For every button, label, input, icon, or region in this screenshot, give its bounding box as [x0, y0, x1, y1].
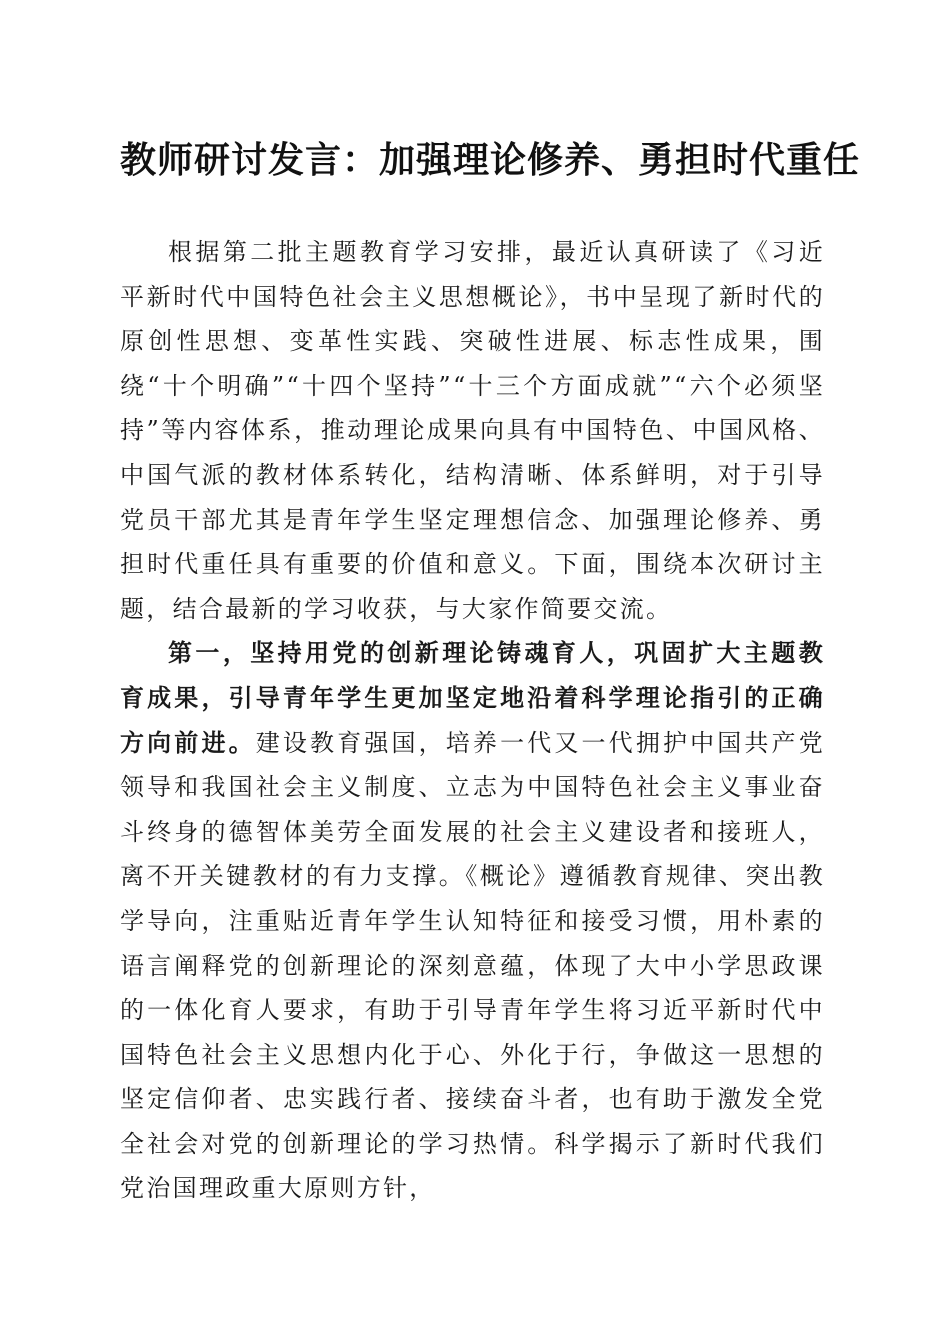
- paragraph-intro: [120, 230, 825, 631]
- paragraph-text: 建设教育强国，培养一代又一代拥护中国共产党领导和我国社会主义制度、立志为中国特色社会主义事业奋斗终身的德智体美劳全面发展的社会主义建设者和接班人，离不开关键教材的有力支撑。《概论》遵循教育规律、突出教学导向，注重贴近青年学生认知特征和接受习惯，用朴素的语言阐释党的创新理论的深刻意蕴，体现了大中小学思政课的一体化育人要求，有助于引导青年学生将习近平新时代中国特色社会主义思想内化于心、外化于行，争做这一思想的坚定信仰者、忠实践行者、接续奋斗者，也有助于激发全党全社会对党的创新理论的学习热情。科学揭示了新时代我们党治国理政重大原则方针，: [120, 728, 825, 1203]
- paragraph-point-one: [120, 631, 825, 1211]
- paragraph-lead-sentence: 第一，坚持用党的创新理论铸魂育人，巩固扩大主题教育成果，引导青年学生更加坚定地沿着科学理论指引的正确方向前进。: [120, 638, 825, 757]
- paragraph-text: 根据第二批主题教育学习安排，最近认真研读了《习近平新时代中国特色社会主义思想概论》，书中呈现了新时代的原创性思想、变革性实践、突破性进展、标志性成果，围绕“十个明确”“十四个坚持”“十三个方面成就”“六个必须坚持”等内容体系，推动理论成果向具有中国特色、中国风格、中国气派的教材体系转化，结构清晰、体系鲜明，对于引导党员干部尤其是青年学生坚定理想信念、加强理论修养、勇担时代重任具有重要的价值和意义。下面，围绕本次研讨主题，结合最新的学习收获，与大家作简要交流。: [120, 238, 825, 623]
- document-body: [120, 230, 825, 1211]
- document-title: 教师研讨发言：加强理论修养、勇担时代重任: [120, 139, 861, 181]
